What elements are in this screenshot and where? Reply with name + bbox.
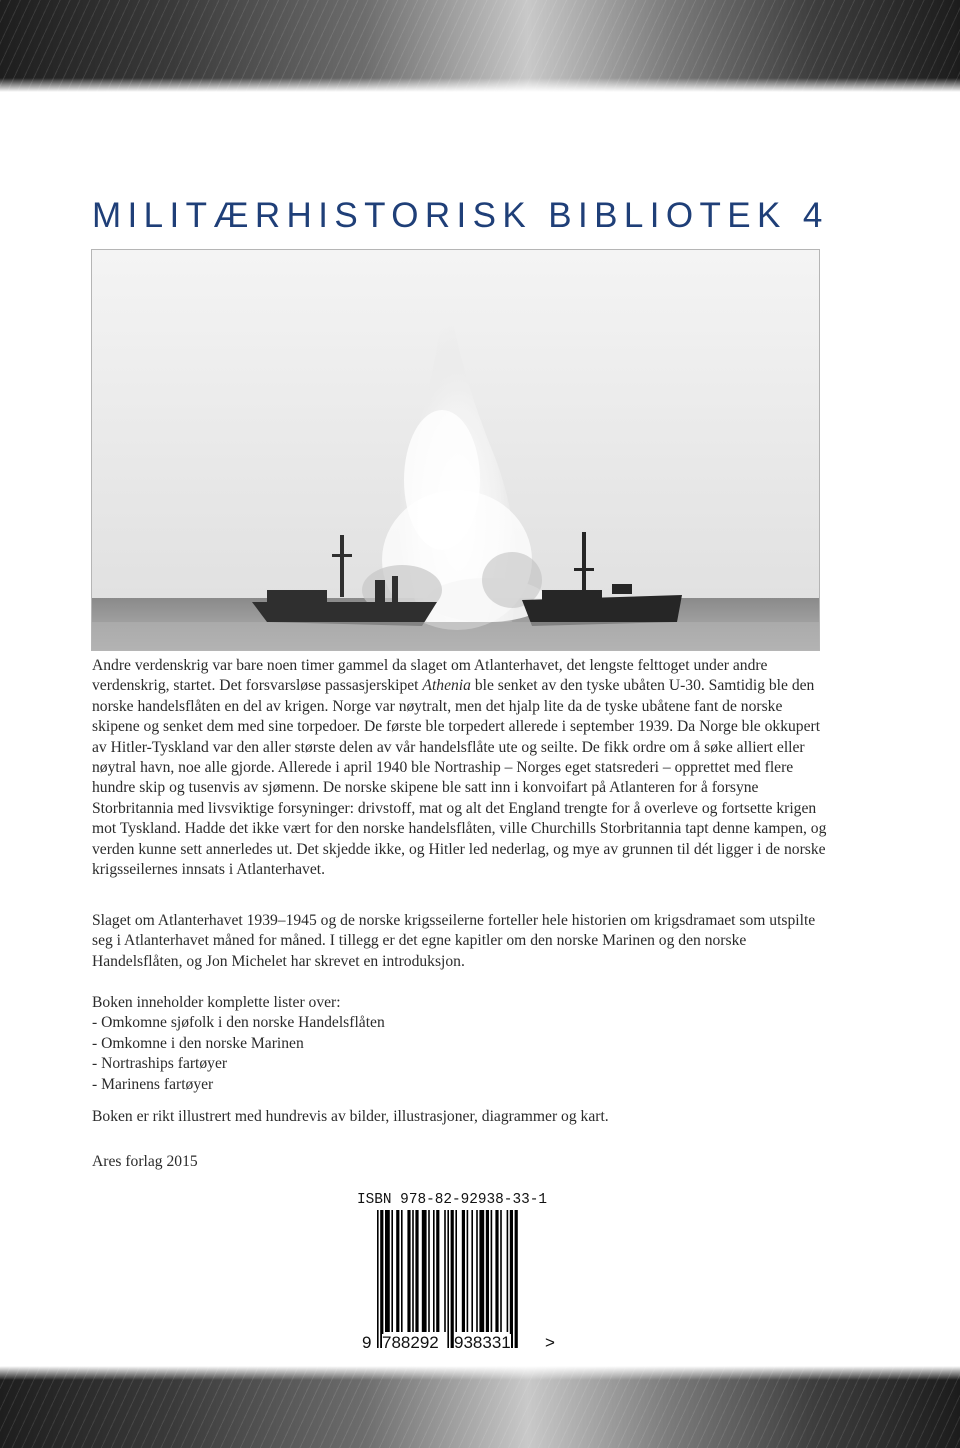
barcode-bar xyxy=(407,1210,410,1332)
barcode-digits-right: 938331 xyxy=(454,1333,511,1352)
list-item: - Omkomne sjøfolk i den norske Handelsflåten xyxy=(92,1014,385,1032)
barcode-bar xyxy=(451,1210,454,1348)
barcode-arrow: > xyxy=(545,1333,555,1352)
list-intro: Boken inneholder komplette lister over: xyxy=(92,994,341,1011)
barcode-bar xyxy=(380,1210,383,1348)
p1-text-a: Andre verdenskrig var bare noen timer gammel da slaget om Atlanterhavet, det lengste felttoget under andre verdenskrig, startet. Det forsvarsløse passasjerskipet xyxy=(92,657,768,695)
contents-list xyxy=(92,993,832,1095)
barcode-bar xyxy=(396,1210,399,1332)
p1-text-b: ble senket av den tyske ubåten U-30. Samtidig ble den norske handelsflåten en del av krigen. Norge var nøytralt, men det hjalp lite da de tyske ubåtene fant de norske skipene og senket dem med sine torpedoer. De første ble torpedert allerede i september 1939. Da Norge ble okkupert av Hitler-Tyskland var den aller største delen av vår handelsflåte ute og seilte. De fikk ordre om å søke alliert eller nøytral havn, noe alle gjorde. Allerede i april 1940 ble Nortraship – Norges eget statsrederi – opprettet med flere hundre skip og tusenvis av sjømenn. De norske skipene ble satt inn i konvoifart på Atlanteren for å forsyne Storbritannia med livsviktige forsyninger: drivstoff, mat og alt det England trengte for å overleve og fortsette krigen mot Tyskland. Hadde det ikke vært for den norske handelsflåten, ville Churchills Storbritannia tapt denne kampen, og verden kunne sett annerledes ut. Det skjedde ikke, og Hitler led nederlag, og mye av grunnen til dét ligger i de norske krigsseilernes innsats i Atlanterhavet. xyxy=(92,677,827,879)
list-item: - Marinens fartøyer xyxy=(92,1075,214,1093)
barcode-bar xyxy=(507,1210,509,1332)
description-paragraph-2 xyxy=(92,911,832,972)
barcode-bar xyxy=(462,1210,465,1332)
barcode-bar xyxy=(486,1210,489,1332)
list-item: - Nortraships fartøyer xyxy=(92,1055,228,1073)
p5-text: Ares forlag 2015 xyxy=(92,1153,198,1170)
isbn-label: ISBN 978-82-92938-33-1 xyxy=(357,1192,547,1208)
barcode-bar xyxy=(377,1210,379,1348)
series-title: MILITÆRHISTORISK BIBLIOTEK 4 xyxy=(92,196,829,235)
barcode-bar xyxy=(471,1210,473,1332)
barcode-digit-first: 9 xyxy=(362,1333,372,1352)
publisher-line xyxy=(92,1152,832,1172)
barcode-bar xyxy=(422,1210,427,1332)
barcode-bar xyxy=(433,1210,435,1332)
barcode-bar xyxy=(428,1210,430,1332)
barcode-bar xyxy=(447,1210,449,1348)
description-paragraph-1 xyxy=(92,656,832,880)
barcode-bar xyxy=(515,1210,518,1348)
barcode-bar xyxy=(510,1210,513,1348)
cover-top-band xyxy=(0,0,960,92)
barcode-bar xyxy=(491,1210,493,1332)
barcode-bar xyxy=(476,1210,478,1332)
barcode-bar xyxy=(444,1210,446,1332)
barcode-bar xyxy=(385,1210,390,1332)
barcode-bar xyxy=(479,1210,484,1332)
cover-photo-torpedoed-ship xyxy=(91,249,820,651)
p4-text: Boken er rikt illustrert med hundrevis av bilder, illustrasjoner, diagrammer og kart. xyxy=(92,1108,609,1125)
barcode-digits-left: 788292 xyxy=(382,1333,439,1352)
illustration-note xyxy=(92,1107,832,1127)
cover-bottom-band xyxy=(0,1366,960,1448)
barcode-bar xyxy=(391,1210,393,1332)
barcode-bar xyxy=(401,1210,403,1332)
ship-name-athenia: Athenia xyxy=(422,677,471,695)
barcode-bar xyxy=(495,1210,498,1332)
barcode-bar xyxy=(412,1210,414,1332)
barcode-bar xyxy=(500,1210,502,1332)
barcode-bar xyxy=(415,1210,418,1332)
barcode-bar xyxy=(455,1210,457,1332)
p2-text: Slaget om Atlanterhavet 1939–1945 og de norske krigsseilerne forteller hele historien om krigsdramaet som utspilte seg i Atlanterhavet måned for måned. I tillegg er det egne kapitler om den norske Marinen og den norske Handelsflåten, og Jon Michelet har skrevet en introduksjon. xyxy=(92,912,816,970)
list-item: - Omkomne i den norske Marinen xyxy=(92,1034,304,1052)
barcode-bar xyxy=(436,1210,439,1332)
barcode-bar xyxy=(467,1210,469,1332)
